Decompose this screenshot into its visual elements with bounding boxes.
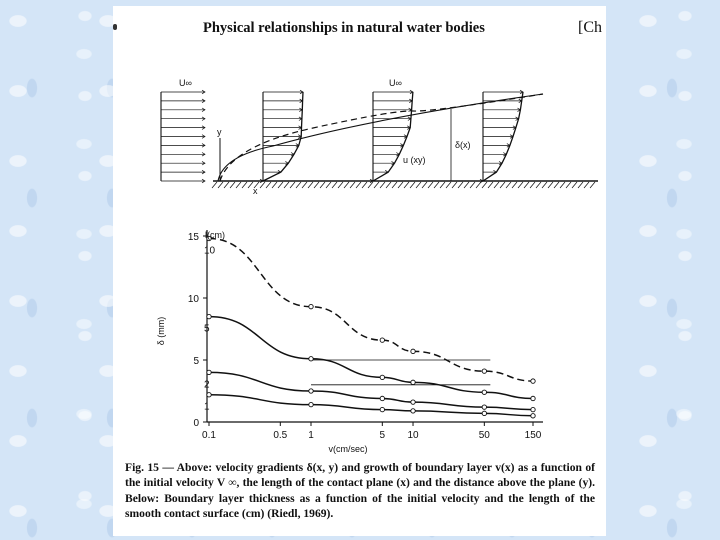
data-point xyxy=(380,396,384,400)
hatch-mark xyxy=(284,182,289,188)
y-tick-label: 5 xyxy=(193,356,199,367)
hatch-mark xyxy=(236,182,241,188)
boundary-layer-curve xyxy=(220,94,543,181)
data-point xyxy=(482,369,486,373)
series-label-10: 10 xyxy=(204,245,216,257)
hatch-mark xyxy=(584,182,589,188)
data-point xyxy=(411,409,415,413)
data-point xyxy=(380,407,384,411)
x-tick-label: 0.1 xyxy=(202,430,216,441)
hatch-mark xyxy=(290,182,295,188)
hatch-mark xyxy=(356,182,361,188)
hatch-mark xyxy=(260,182,265,188)
data-point xyxy=(531,407,535,411)
hatch-mark xyxy=(542,182,547,188)
data-point xyxy=(207,314,211,318)
ground-hatching xyxy=(212,182,595,188)
hatch-mark xyxy=(554,182,559,188)
hatch-mark xyxy=(464,182,469,188)
delta-x-label: δ(x) xyxy=(455,140,471,150)
hatch-mark xyxy=(524,182,529,188)
hatch-mark xyxy=(308,182,313,188)
x-tick-label: 0.5 xyxy=(273,430,288,441)
hatch-mark xyxy=(506,182,511,188)
figure xyxy=(113,6,606,456)
y-tick-label: 15 xyxy=(187,232,199,243)
hatch-mark xyxy=(302,182,307,188)
data-point xyxy=(531,379,535,383)
data-point xyxy=(411,349,415,353)
data-point xyxy=(380,338,384,342)
x-tick-label: 5 xyxy=(379,430,386,441)
hatch-mark xyxy=(458,182,463,188)
page-header-title: Physical relationships in natural water bodies xyxy=(203,20,485,36)
y-tick-label: 10 xyxy=(187,294,199,305)
series-label-2: 2 xyxy=(204,379,210,391)
data-point xyxy=(411,380,415,384)
data-point xyxy=(482,405,486,409)
hatch-mark xyxy=(230,182,235,188)
hatch-mark xyxy=(278,182,283,188)
data-point xyxy=(531,414,535,418)
hatch-mark xyxy=(548,182,553,188)
hatch-mark xyxy=(332,182,337,188)
hatch-mark xyxy=(488,182,493,188)
data-point xyxy=(309,304,313,308)
data-point xyxy=(380,375,384,379)
x-ticks xyxy=(202,422,542,441)
hatch-mark xyxy=(410,182,415,188)
chart-y-label: δ (mm) xyxy=(156,316,166,346)
velocity-profile-4 xyxy=(480,90,523,183)
data-point xyxy=(531,396,535,400)
data-point xyxy=(411,400,415,404)
hatch-mark xyxy=(512,182,517,188)
hatch-mark xyxy=(518,182,523,188)
page-header-section: [Ch xyxy=(578,19,602,36)
hatch-mark xyxy=(494,182,499,188)
figure-caption: Fig. 15 — Above: velocity gradients δ(x, y) and growth of boundary layer v(x) as a function of the initial velocity V ∞, the length of the contact plane (x) and the distance above the plane (y). Below: Boundary layer thickness as a function of the initial velocity and the length of the smooth contact surface (cm) (Riedl, 1969). xyxy=(125,461,595,520)
hatch-mark xyxy=(218,182,223,188)
data-point xyxy=(309,402,313,406)
hatch-mark xyxy=(320,182,325,188)
hatch-mark xyxy=(374,182,379,188)
hatch-mark xyxy=(266,182,271,188)
series-label-1: 1 xyxy=(204,401,210,413)
hatch-mark xyxy=(440,182,445,188)
velocity-profile-2 xyxy=(260,90,303,183)
hatch-mark xyxy=(578,182,583,188)
hatch-mark xyxy=(338,182,343,188)
velocity-profile-diagram xyxy=(161,90,598,188)
x-axis-label: x xyxy=(253,186,258,196)
x-tick-label: 1 xyxy=(308,430,314,441)
data-point xyxy=(207,393,211,397)
hatch-mark xyxy=(566,182,571,188)
hatch-mark xyxy=(296,182,301,188)
data-point xyxy=(482,390,486,394)
u-xy-label: u (xy) xyxy=(403,155,426,165)
hatch-mark xyxy=(434,182,439,188)
x-tick-label: 10 xyxy=(407,430,419,441)
boundary-layer-curve-solid xyxy=(218,94,543,181)
hatch-mark xyxy=(470,182,475,188)
hatch-mark xyxy=(344,182,349,188)
hatch-mark xyxy=(590,182,595,188)
boundary-layer-chart xyxy=(188,230,543,441)
hatch-mark xyxy=(398,182,403,188)
hatch-mark xyxy=(560,182,565,188)
hatch-mark xyxy=(446,182,451,188)
hatch-mark xyxy=(416,182,421,188)
hatch-mark xyxy=(380,182,385,188)
hatch-mark xyxy=(572,182,577,188)
hatch-mark xyxy=(500,182,505,188)
hatch-mark xyxy=(212,182,217,188)
hatch-mark xyxy=(242,182,247,188)
data-point xyxy=(309,389,313,393)
velocity-profile-1 xyxy=(161,90,205,183)
series-group xyxy=(207,236,535,418)
hatch-mark xyxy=(362,182,367,188)
hatch-mark xyxy=(530,182,535,188)
x-tick-label: 50 xyxy=(478,430,490,441)
hatch-mark xyxy=(536,182,541,188)
u-infinity-right-label: U∞ xyxy=(389,78,402,88)
hatch-mark xyxy=(404,182,409,188)
hatch-mark xyxy=(314,182,319,188)
hatch-mark xyxy=(428,182,433,188)
data-point xyxy=(482,411,486,415)
velocity-profile-3 xyxy=(370,90,413,183)
hatch-mark xyxy=(224,182,229,188)
y-tick-label: 0 xyxy=(193,418,199,429)
x-tick-label: 150 xyxy=(524,430,542,441)
hatch-mark xyxy=(272,182,277,188)
series-label-5: 5 xyxy=(204,323,210,335)
hatch-mark xyxy=(386,182,391,188)
hatch-mark xyxy=(392,182,397,188)
chart-x-label: v(cm/sec) xyxy=(328,444,368,454)
data-point xyxy=(309,357,313,361)
hatch-mark xyxy=(422,182,427,188)
series-line-5 xyxy=(209,317,533,399)
y-axis-label: y xyxy=(217,127,222,137)
u-infinity-left-label: U∞ xyxy=(179,78,192,88)
data-point xyxy=(207,370,211,374)
legend-title: l(cm) xyxy=(205,230,225,240)
hatch-mark xyxy=(452,182,457,188)
hatch-mark xyxy=(350,182,355,188)
document-page xyxy=(113,6,606,536)
series-labels xyxy=(204,245,216,412)
hatch-mark xyxy=(326,182,331,188)
hatch-mark xyxy=(482,182,487,188)
